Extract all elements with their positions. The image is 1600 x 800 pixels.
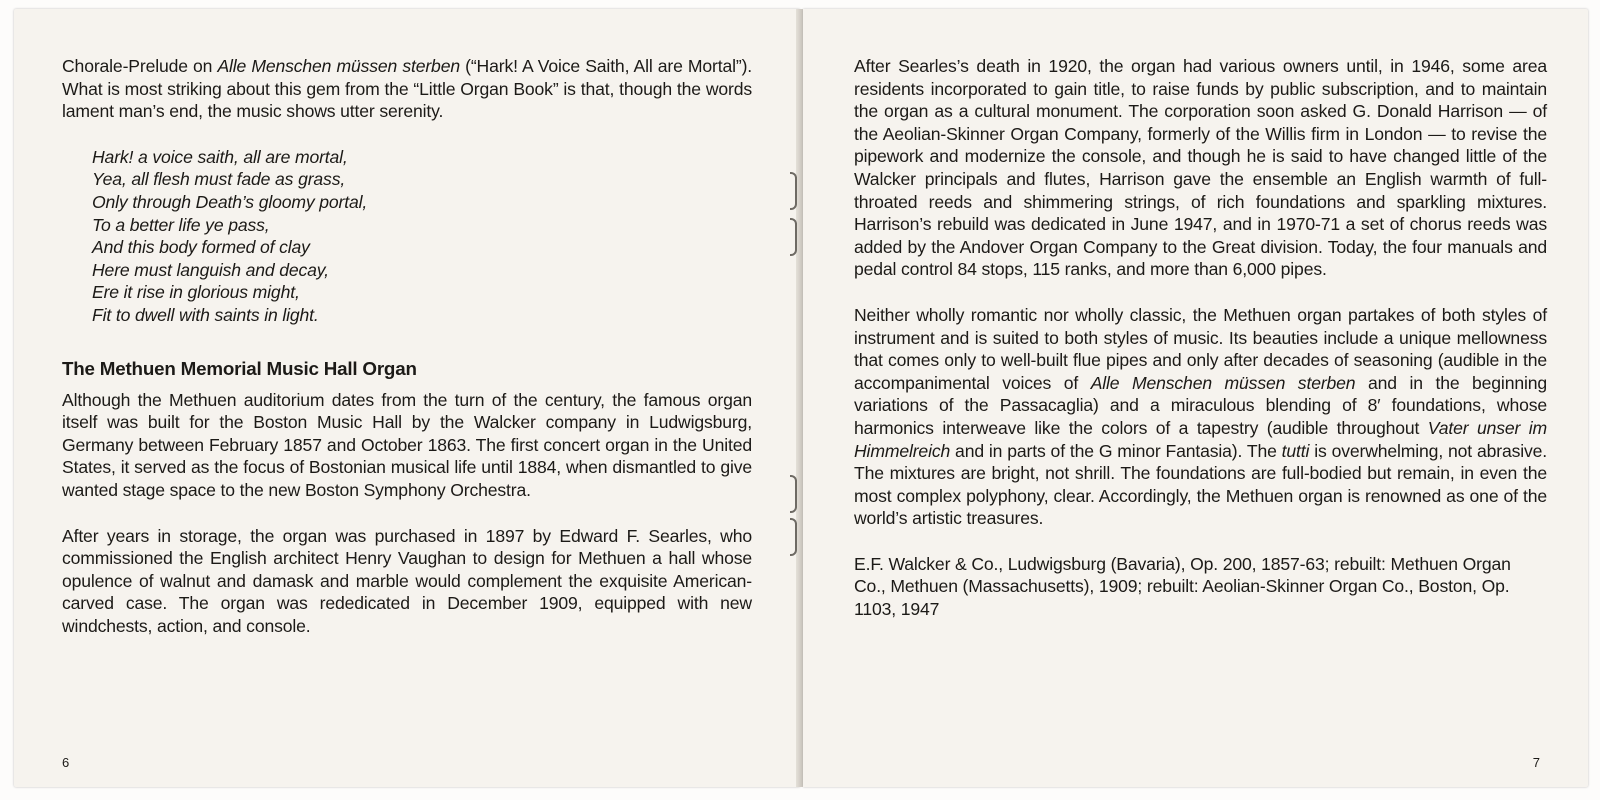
poem-line: Here must languish and decay, xyxy=(92,259,329,280)
character-italic-title: Alle Menschen müssen sterben xyxy=(1090,372,1356,393)
left-page xyxy=(14,9,800,787)
poem-stanza xyxy=(92,146,752,327)
section-heading: The Methuen Memorial Music Hall Organ xyxy=(62,357,417,379)
intro-italic-title: Alle Menschen müssen sterben xyxy=(217,56,460,76)
character-text: Neither wholly romantic nor wholly classic, the Methuen organ partakes of both styles of instrument and is suited to both styles of music. Its beauties include a unique mellowness that comes only to well-built flue pipes and only after decades of seasoning (audible in the accompanimental voices of xyxy=(854,304,1547,393)
character-text: is overwhelming, not abrasive. The mixtures are bright, not shrill. The foundations are full-bodied but remain, in even the most complex polyphony, clear. Accordingly, the Methuen organ is renowned as one of the world’s artistic treasures. xyxy=(854,440,1547,529)
character-paragraph xyxy=(854,304,1547,530)
poem-line: To a better life ye pass, xyxy=(92,214,270,235)
searles-paragraph: After years in storage, the organ was purchased in 1897 by Edward F. Searles, who commissioned the English architect Henry Vaughan to design for Methuen a hall whose opulence of walnut and damask and marble would complement the exquisite American-carved case. The organ was rededicated in December 1909, equipped with new windchests, action, and console. xyxy=(62,525,752,636)
organ-credits: E.F. Walcker & Co., Ludwigsburg (Bavaria), Op. 200, 1857-63; rebuilt: Methuen Organ Co., Methuen (Massachusetts), 1909; rebuilt: Aeolian-Skinner Organ Co., Boston, Op. 1103, 1947 xyxy=(854,553,1511,620)
harrison-paragraph: After Searles’s death in 1920, the organ had various owners until, in 1946, some area residents incorporated to gain title, to raise funds by public subscription, and to maintain the organ as a cultural monument. The corporation soon asked G. Donald Harrison — of the Aeolian-Skinner Organ Company, formerly of the Willis firm in London — to revise the pipework and modernize the console, and though he is said to have changed little of the Walcker principals and flutes, Harrison gave the ensemble an English warmth of full-throated reeds and shimmering strings, of rich foundations and sparkling mixtures. Harrison’s rebuild was dedicated in June 1947, and in 1970-71 a set of chorus reeds was added by the Andover Organ Company to the Great division. Today, the four manuals and pedal control 84 stops, 115 ranks, and more than 6,000 pipes. xyxy=(854,56,1547,280)
character-text: and in the beginning variations of the Passacaglia) and a miraculous blending of 8′ foundations, whose harmonics interweave like the colors of a tapestry (audible throughout xyxy=(854,372,1547,438)
poem-line: Ere it rise in glorious might, xyxy=(92,282,300,303)
staple-bottom-lower xyxy=(790,518,797,556)
character-italic-term: tutti xyxy=(1281,440,1310,461)
right-text-column xyxy=(854,55,1547,644)
right-page xyxy=(803,9,1588,787)
staple-top-lower xyxy=(790,218,797,256)
page-number: 6 xyxy=(62,755,70,770)
character-italic-title: Vater unser im Himmelreich xyxy=(854,417,1547,461)
staple-bottom xyxy=(790,475,797,513)
poem-line: Hark! a voice saith, all are mortal, xyxy=(92,146,348,167)
history-paragraph: Although the Methuen auditorium dates from the turn of the century, the famous organ itself was built for the Boston Music Hall by the Walcker company in Ludwigsburg, Germany between February 1857 and October 1863. The first concert organ in the United States, it served as the focus of Bostonian musical life until 1884, when dismantled to give wanted stage space to the new Boston Symphony Orchestra. xyxy=(62,389,752,500)
poem-line: And this body formed of clay xyxy=(92,237,310,258)
poem-line: Only through Death’s gloomy portal, xyxy=(92,191,368,212)
intro-text-rest: (“Hark! A Voice Saith, All are Mortal”). What is most striking about this gem from the “Little Organ Book” is that, though the words lament man’s end, the music shows utter serenity. xyxy=(62,56,753,122)
chorale-intro-paragraph xyxy=(62,55,752,123)
poem-line: Fit to dwell with saints in light. xyxy=(92,304,319,325)
character-text: and in parts of the G minor Fantasia). The xyxy=(950,440,1282,461)
poem-line: Yea, all flesh must fade as grass, xyxy=(92,169,346,190)
intro-text: Chorale-Prelude on xyxy=(62,56,218,76)
staple-top xyxy=(790,172,797,210)
page-number: 7 xyxy=(1532,755,1540,770)
left-text-column xyxy=(62,55,752,660)
